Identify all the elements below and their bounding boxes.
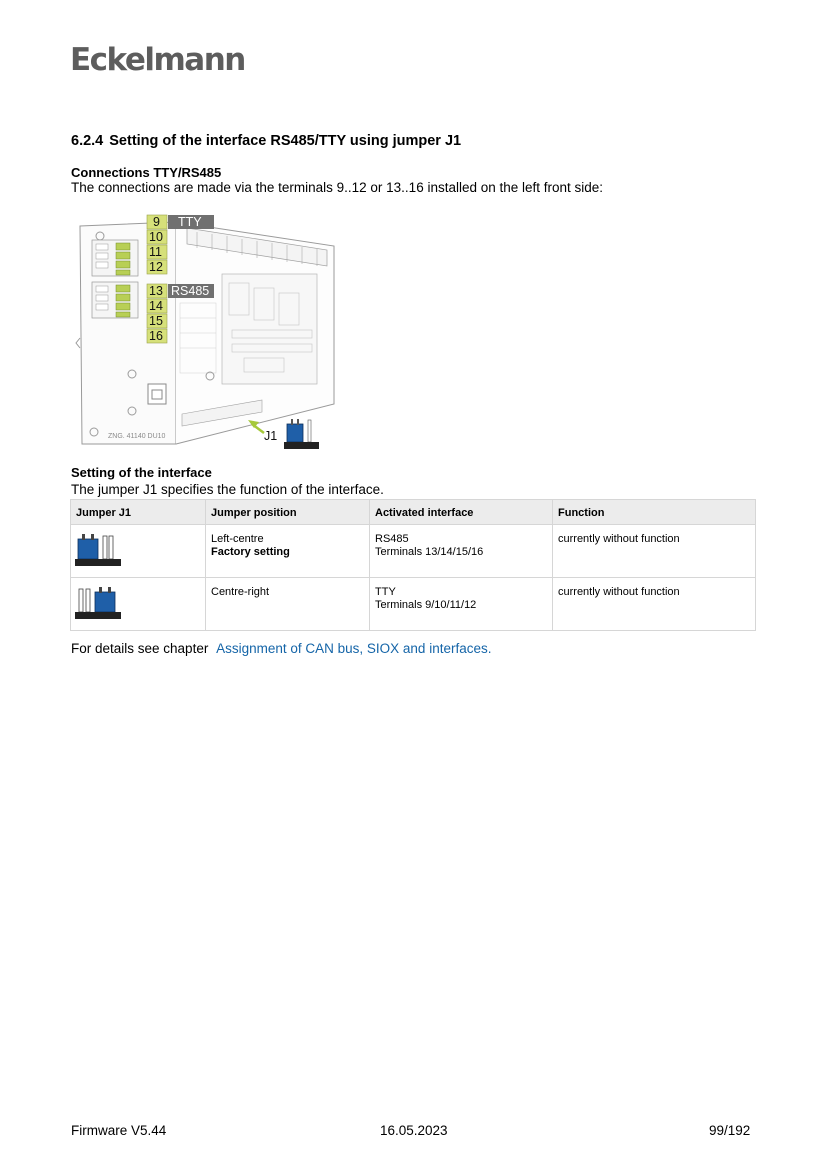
details-prefix: For details see chapter	[71, 641, 209, 656]
position-cell	[206, 578, 370, 631]
terminal-15: 15	[149, 314, 163, 328]
table-header-row	[71, 500, 756, 525]
eckelmann-logo: Eckelmann	[70, 42, 245, 78]
col-position: Jumper position	[206, 500, 370, 525]
interface-terminals: Terminals 13/14/15/16	[375, 546, 484, 558]
table-row	[71, 525, 756, 578]
interface-heading: Setting of the interface	[71, 465, 212, 480]
jumper-cap	[287, 424, 303, 442]
details-suffix: .	[487, 641, 492, 656]
jumper-cell	[71, 525, 206, 578]
footer-firmware: Firmware V5.44	[71, 1123, 167, 1138]
section-title-text: Setting of the interface RS485/TTY using jumper J1	[109, 133, 462, 149]
rs485-tag: RS485	[171, 284, 210, 298]
interface-terminals: Terminals 9/10/11/12	[375, 599, 477, 611]
terminal-14: 14	[149, 299, 163, 313]
jumper-table	[70, 499, 756, 631]
interface-cell	[370, 525, 553, 578]
j1-label: J1	[264, 429, 278, 443]
jumper-centre-right-icon	[75, 584, 121, 620]
terminal-10: 10	[149, 230, 163, 244]
connections-heading: Connections TTY/RS485	[71, 165, 222, 180]
footer-date: 16.05.2023	[380, 1123, 448, 1138]
jumper-cell	[71, 578, 206, 631]
position-text: Left-centre	[211, 533, 264, 545]
col-interface: Activated interface	[370, 500, 553, 525]
position-cell	[206, 525, 370, 578]
position-text: Centre-right	[211, 586, 270, 598]
tty-tag: TTY	[178, 215, 202, 229]
controller-illustration	[72, 208, 342, 453]
section-title	[71, 133, 461, 149]
terminal-16: 16	[149, 329, 163, 343]
interface-cell	[370, 578, 553, 631]
col-function: Function	[553, 500, 756, 525]
interface-text: TTY	[375, 586, 396, 598]
terminal-12: 12	[149, 260, 163, 274]
interface-text: RS485	[375, 533, 409, 545]
details-reference	[71, 641, 492, 656]
table-row	[71, 578, 756, 631]
jumper-left-centre-icon	[75, 531, 121, 567]
connections-text: The connections are made via the terminals 9..12 or 13..16 installed on the left front side:	[71, 180, 604, 195]
footer-page: 99/192	[709, 1123, 751, 1138]
col-jumper: Jumper J1	[71, 500, 206, 525]
terminal-11: 11	[149, 245, 162, 259]
function-cell: currently without function	[553, 525, 756, 578]
controller-figure	[72, 208, 342, 453]
interface-text: The jumper J1 specifies the function of the interface.	[71, 482, 384, 497]
chapter-link[interactable]: Assignment of CAN bus, SIOX and interfaces	[216, 641, 488, 656]
terminal-9: 9	[153, 215, 160, 229]
terminal-13: 13	[149, 284, 163, 298]
section-number: 6.2.4	[71, 133, 104, 149]
board-text: ZNG. 41140 DU10	[108, 433, 166, 440]
factory-setting-note: Factory setting	[211, 546, 290, 558]
function-cell: currently without function	[553, 578, 756, 631]
